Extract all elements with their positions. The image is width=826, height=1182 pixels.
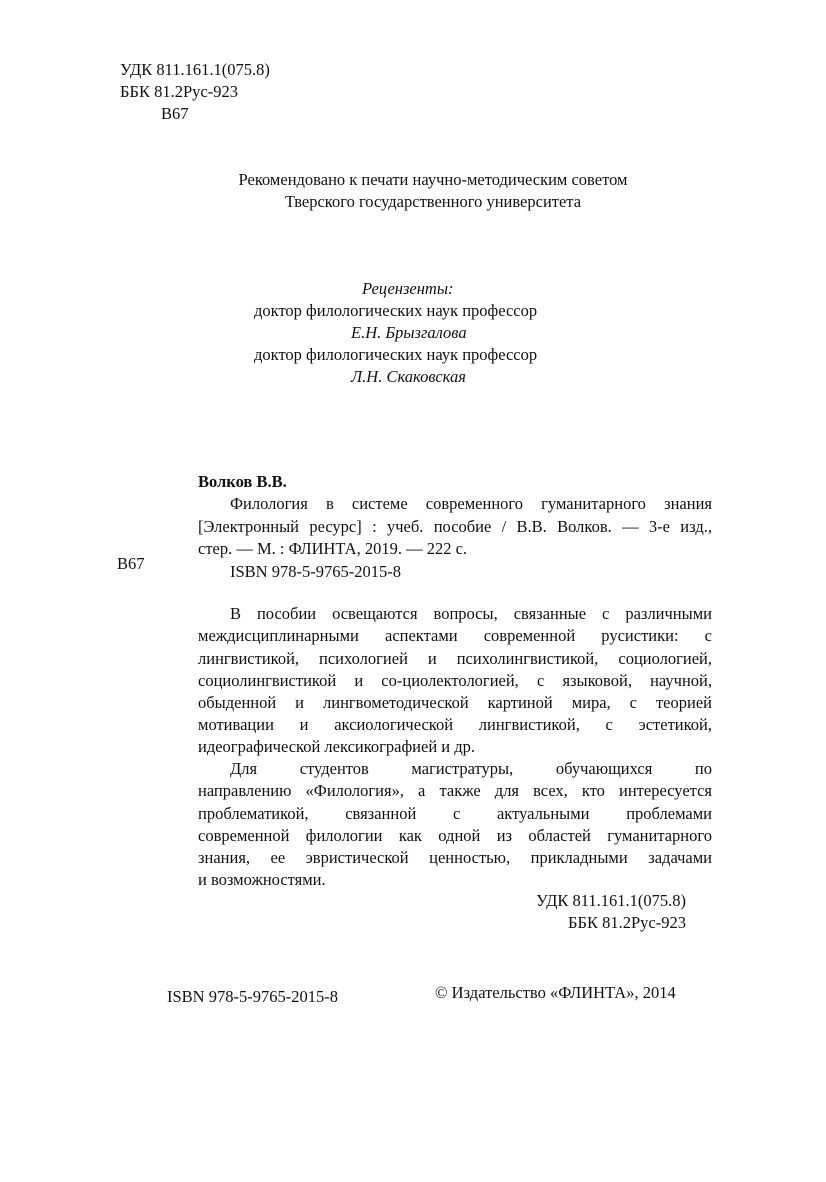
annotation-p1-line-6: мотивации и аксиологической лингвистикой, с эстетикой, [198,715,712,734]
reviewer-1-title: доктор филологических наук профессор [254,301,538,320]
annotation-p1-line-5: обыденной и лингвометодической картиной мира, с теорией [198,693,712,712]
annotation-p2-line-1: Для студентов магистратуры, обучающихся по [230,759,712,778]
annotation-p1-line-4: социолингвистикой и со-циолектологией, с языковой, научной, [198,671,712,690]
annotation-p1-line-1: В пособии освещаются вопросы, связанные с различными [230,604,712,623]
author-mark: В67 [161,104,189,123]
record-isbn: ISBN 978-5-9765-2015-8 [230,562,401,581]
reviewer-2-title: доктор филологических наук профессор [254,345,538,364]
annotation-p2-line-2: направлению «Филология», а также для всех, кто интересуется [198,781,712,800]
annotation-p2-line-4: современной филологии как одной из областей гуманитарного [198,826,712,845]
annotation-p1-line-2: междисциплинарными аспектами современной русистики: с [198,626,712,645]
recommendation-line-1: Рекомендовано к печати научно-методическим советом [238,170,628,189]
annotation-bbk: ББК 81.2Рус-923 [568,913,686,932]
annotation-p2-line-5: знания, ее эвристической ценностью, прикладными задачами [198,848,712,867]
annotation-p2-line-3: проблематикой, связанной с актуальными проблемами [198,804,712,823]
annotation-p1-line-7: идеографической лексикографией и др. [198,737,476,756]
recommendation-line-2: Тверского государственного университета [284,192,582,211]
record-line-3: стер. — М. : ФЛИНТА, 2019. — 222 с. [198,539,468,558]
annotation-udk: УДК 811.161.1(075.8) [536,891,686,910]
record-side-mark: В67 [117,554,145,573]
annotation-p1-line-3: лингвистикой, психологией и психолингвистикой, социологией, [198,649,712,668]
udk-code: УДК 811.161.1(075.8) [120,60,270,79]
record-line-1: Филология в системе современного гуманитарного знания [230,494,712,513]
footer-isbn: ISBN 978-5-9765-2015-8 [167,987,338,1006]
reviewer-1-name: Е.Н. Брызгалова [351,323,467,342]
reviewer-2-name: Л.Н. Скаковская [351,367,466,386]
reviewers-heading: Рецензенты: [362,279,454,298]
record-line-2: [Электронный ресурс] : учеб. пособие / В.В. Волков. — 3-е изд., [198,517,712,536]
record-author: Волков В.В. [198,472,287,491]
footer-copyright: © Издательство «ФЛИНТА», 2014 [435,983,676,1002]
bbk-code: ББК 81.2Рус-923 [120,82,238,101]
annotation-p2-line-6: и возможностями. [198,870,326,889]
